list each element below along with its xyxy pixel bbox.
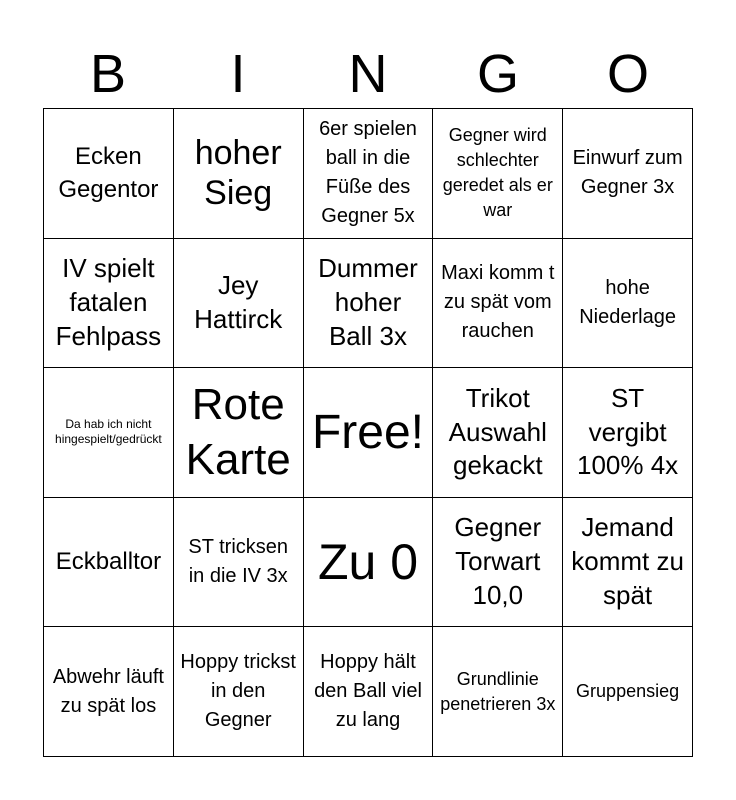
bingo-cell-r3-c5[interactable]: ST vergibt 100% 4x [563, 368, 693, 498]
bingo-cell-r5-c5[interactable]: Gruppensieg [563, 627, 693, 757]
bingo-cell-r4-c2[interactable]: ST tricksen in die IV 3x [174, 498, 304, 628]
header-letter-g: G [476, 44, 519, 104]
bingo-cell-r2-c4[interactable]: Maxi komm t zu spät vom rauchen [433, 239, 563, 369]
bingo-cell-r5-c3[interactable]: Hoppy hält den Ball viel zu lang [304, 627, 434, 757]
bingo-cell-r5-c2[interactable]: Hoppy trickst in den Gegner [174, 627, 304, 757]
bingo-cell-r4-c1[interactable]: Eckballtor [44, 498, 174, 628]
bingo-cell-r2-c2[interactable]: Jey Hattirck [174, 239, 304, 369]
bingo-cell-r3-c1[interactable]: Da hab ich nicht hingespielt/gedrückt [44, 368, 174, 498]
bingo-cell-r1-c5[interactable]: Einwurf zum Gegner 3x [563, 109, 693, 239]
bingo-cell-r4-c3[interactable]: Zu 0 [304, 498, 434, 628]
bingo-cell-r5-c4[interactable]: Grundlinie penetrieren 3x [433, 627, 563, 757]
bingo-cell-r1-c1[interactable]: Ecken Gegentor [44, 109, 174, 239]
bingo-cell-r2-c1[interactable]: IV spielt fatalen Fehlpass [44, 239, 174, 369]
bingo-cell-r1-c4[interactable]: Gegner wird schlechter geredet als er war [433, 109, 563, 239]
header-letter-i: I [230, 44, 246, 104]
bingo-header [43, 40, 693, 108]
header-letter-b: B [89, 44, 127, 104]
bingo-cell-r4-c5[interactable]: Jemand kommt zu spät [563, 498, 693, 628]
bingo-cell-r3-c4[interactable]: Trikot Auswahl gekackt [433, 368, 563, 498]
bingo-cell-r3-c2[interactable]: Rote Karte [174, 368, 304, 498]
bingo-cell-r5-c1[interactable]: Abwehr läuft zu spät los [44, 627, 174, 757]
bingo-cell-r1-c2[interactable]: hoher Sieg [174, 109, 304, 239]
header-letter-o: O [606, 44, 649, 104]
bingo-free-space[interactable]: Free! [304, 368, 434, 498]
bingo-card-grid [43, 108, 693, 757]
bingo-cell-r1-c3[interactable]: 6er spielen ball in die Füße des Gegner 5x [304, 109, 434, 239]
bingo-cell-r2-c3[interactable]: Dummer hoher Ball 3x [304, 239, 434, 369]
bingo-cell-r4-c4[interactable]: Gegner Torwart 10,0 [433, 498, 563, 628]
header-letter-n: N [348, 44, 388, 104]
bingo-cell-r2-c5[interactable]: hohe Niederlage [563, 239, 693, 369]
